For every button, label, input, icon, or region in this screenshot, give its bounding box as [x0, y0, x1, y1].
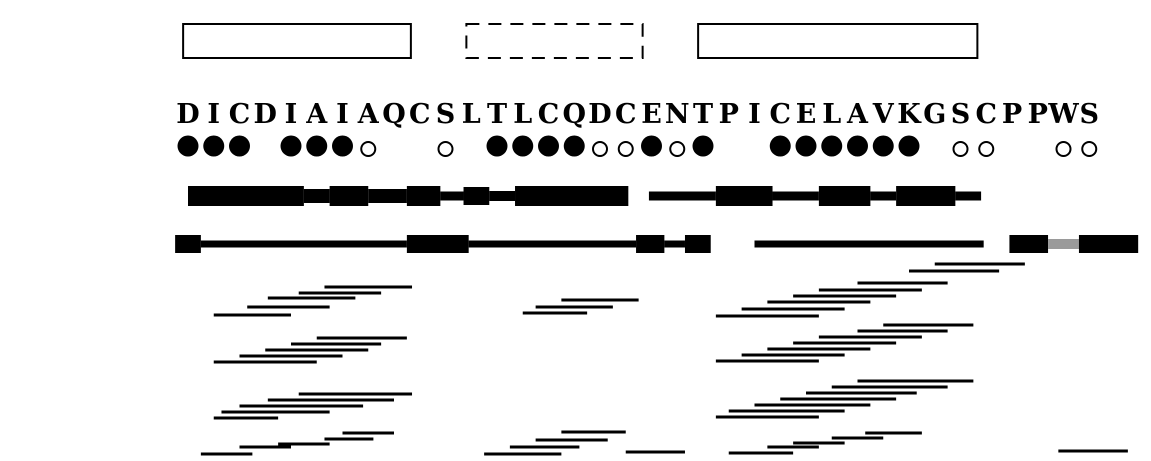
j-large-dot [796, 136, 817, 157]
dnn-bar [407, 186, 440, 206]
j-large-dot [229, 136, 250, 157]
j-large-dot [178, 136, 199, 157]
residue-letter: E [795, 99, 817, 130]
dnn-bar [464, 187, 490, 205]
residue-letter: D [253, 99, 277, 130]
j-small-circle [593, 142, 607, 156]
helix-box [183, 24, 411, 58]
j-large-dot [487, 136, 508, 157]
dnn-bar [870, 192, 896, 201]
residue-letter: S [950, 99, 971, 130]
j-large-dot [564, 136, 585, 157]
j-large-dot [821, 136, 842, 157]
dnn-bar [649, 192, 716, 201]
j-small-circle [1057, 142, 1071, 156]
residue-letter: W [1048, 99, 1079, 130]
j-small-circle [1082, 142, 1096, 156]
dnn-bar [440, 192, 463, 201]
dnn-bar [955, 192, 981, 201]
residue-letter: P [1001, 99, 1023, 130]
residue-letter: Q [562, 99, 587, 130]
residue-letter: C [537, 99, 560, 130]
j-large-dot [873, 136, 894, 157]
residue-letter: V [872, 99, 894, 130]
helix-box [466, 24, 642, 58]
j-large-dot [847, 136, 868, 157]
residue-letter: I [336, 99, 349, 130]
dnn-bar [489, 191, 515, 201]
dnn-bar [304, 189, 330, 203]
dan-bar [407, 235, 469, 253]
j-large-dot [332, 136, 353, 157]
residue-letter: L [822, 99, 842, 130]
residue-letter: P [718, 99, 739, 130]
dnn-row [188, 186, 981, 206]
j-large-dot [281, 136, 302, 157]
dan-bar [1009, 235, 1048, 253]
dan-bar [175, 235, 201, 253]
dan-bar [1048, 239, 1079, 249]
residue-letter: A [357, 99, 379, 130]
dnn-bar [368, 189, 407, 203]
residue-letter: T [486, 99, 508, 130]
sequence-row [176, 99, 1099, 130]
j-small-circle [361, 142, 375, 156]
residue-letter: G [923, 99, 947, 130]
dnn-bar [188, 186, 304, 206]
residue-letter: S [1079, 99, 1099, 130]
j-large-dot [693, 136, 714, 157]
j-small-circle [954, 142, 968, 156]
residue-letter: C [615, 99, 637, 130]
residue-letter: Q [382, 99, 406, 130]
residue-letter: C [228, 99, 251, 130]
residue-letter: I [284, 99, 298, 130]
j-large-dot [306, 136, 327, 157]
j-large-dot [770, 136, 791, 157]
dab-i-i3-row [214, 325, 974, 362]
residue-letter: N [664, 99, 690, 130]
j-small-circle [439, 142, 453, 156]
j-small-circle [979, 142, 993, 156]
residue-letter: A [847, 99, 868, 130]
residue-letter: P [1027, 99, 1048, 130]
residue-letter: S [435, 99, 456, 130]
dnn-bar [896, 186, 955, 206]
dan-bar [664, 241, 685, 248]
residue-letter: E [641, 99, 662, 130]
residue-letter: K [897, 99, 921, 130]
residue-letter: C [769, 99, 791, 130]
j-coupling-row [178, 136, 1097, 157]
dan-i-i3-row [214, 264, 1025, 316]
dan-bar [201, 241, 407, 248]
dan-row [175, 235, 1138, 253]
dan-bar [469, 241, 636, 248]
residue-letter: L [461, 99, 481, 130]
residue-letter: T [692, 99, 714, 130]
dan-i-i4-row [214, 381, 974, 418]
j-large-dot [538, 136, 559, 157]
dnn-bar [716, 186, 773, 206]
dnn-bar [773, 192, 819, 201]
residue-letter: D [588, 99, 612, 130]
dan-bar [636, 235, 664, 253]
dan-bar [755, 241, 984, 248]
residue-letter: I [207, 99, 221, 130]
dnn-bar [330, 186, 369, 206]
j-large-dot [641, 136, 662, 157]
residue-letter: I [748, 99, 761, 130]
j-small-circle [670, 142, 684, 156]
dan-bar [1079, 235, 1138, 253]
residue-letter: L [513, 99, 533, 130]
helix-box [698, 24, 977, 58]
j-large-dot [512, 136, 533, 157]
j-large-dot [899, 136, 920, 157]
dan-bar [685, 235, 711, 253]
dnn-bar [819, 186, 871, 206]
secondary-structure-row [0, 0, 977, 58]
residue-letter: C [409, 99, 431, 130]
dnn-bar [515, 186, 628, 206]
j-small-circle [619, 142, 633, 156]
residue-letter: C [975, 99, 997, 130]
dan-i-i2-row [201, 432, 1128, 454]
residue-letter: A [306, 99, 328, 130]
residue-letter: D [176, 99, 200, 130]
j-large-dot [203, 136, 224, 157]
